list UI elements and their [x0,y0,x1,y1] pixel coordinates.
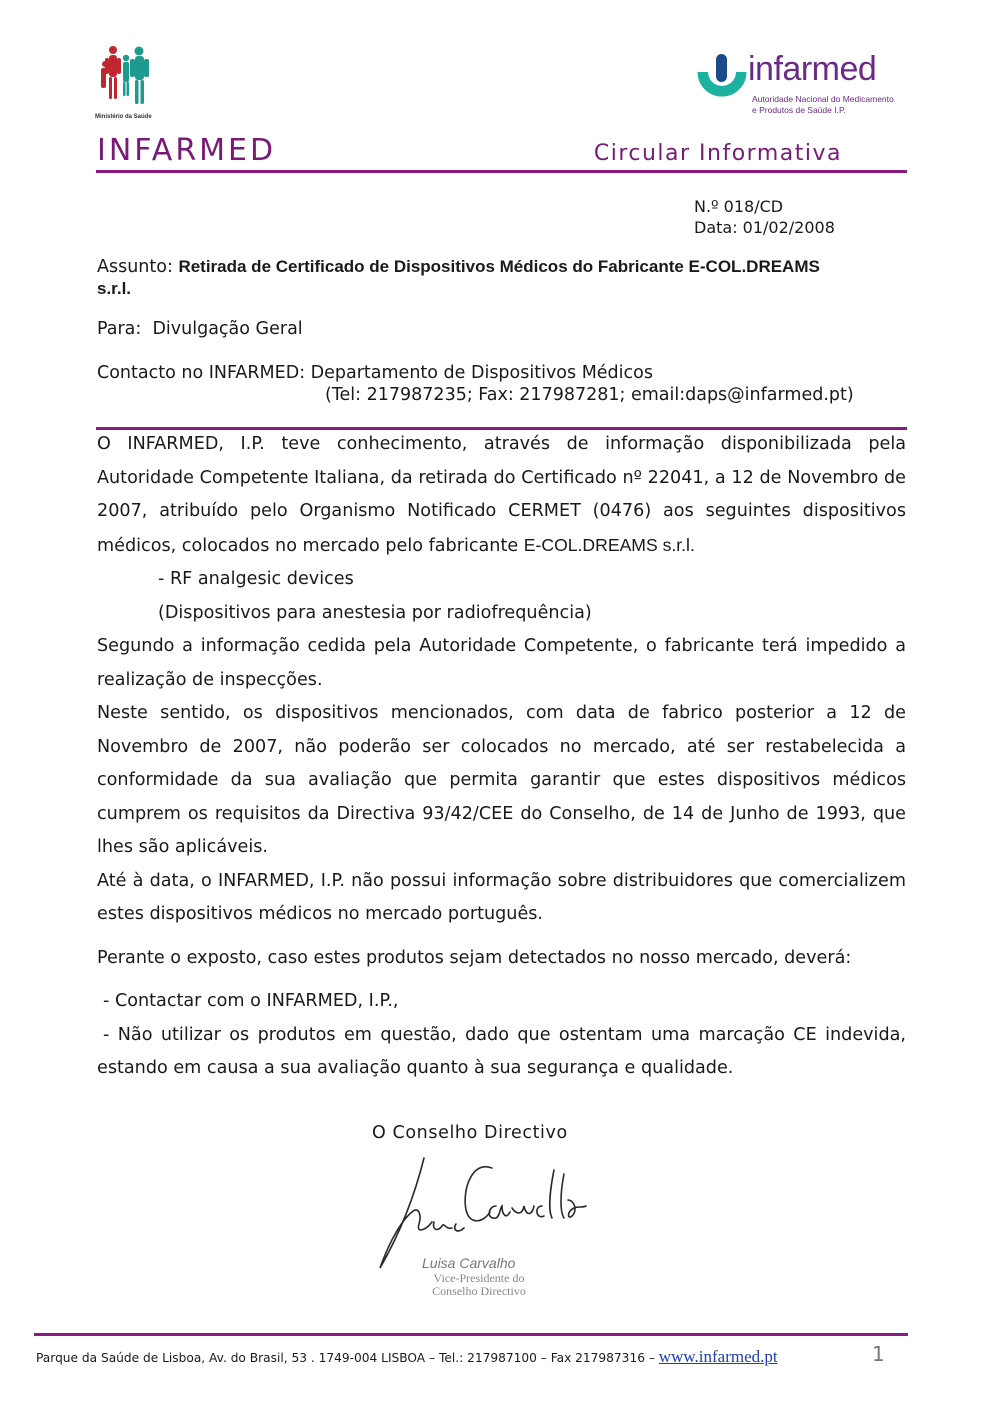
infarmed-logo-icon [696,52,748,102]
document-type: Circular Informativa [593,141,842,166]
paragraph-4: Até à data, o INFARMED, I.P. não possui informação sobre distribuidores que comercializem estes dispositivos médicos no mercado português. [97,870,906,924]
header-rule [96,170,907,173]
ministry-caption: Ministério da Saúde [95,114,152,120]
stamp-title-2: Conselho Directivo [432,1284,526,1298]
subject-text: Retirada de Certificado de Dispositivos Médicos do Fabricante E-COL.DREAMS [178,257,820,276]
signature-image [372,1150,592,1275]
paragraph-1: O INFARMED, I.P. teve conhecimento, através de informação disponibilizada pela Autoridade Competente Italiana, da retirada do Certificado nº 22041, a 12 de Novembro de 2007, atribuído pelo Organismo Notificado CERMET (0476) aos seguintes dispositivos médicos, colocados no mercado pelo fabricante E-COL.DREAMS s.r.l. [97,434,906,556]
paragraph-3: Neste sentido, os dispositivos mencionados, com data de fabrico posterior a 12 de Novembro de 2007, não poderão ser colocados no mercado, até ser restabelecida a conformidade da sua avaliação que permita garantir que estes dispositivos médicos cumprem os requisitos da Directiva 93/42/CEE do Conselho, de 14 de Junho de 1993, que lhes são aplicáveis. [97,703,906,857]
footer-rule [34,1333,908,1336]
device-item-translation: (Dispositivos para anestesia por radiofrequência) [158,602,592,623]
signature-stamp [414,1272,544,1298]
subject [97,256,907,300]
paragraph-2: Segundo a informação cedida pela Autoridade Competente, o fabricante terá impedido a realização de inspecções. [97,636,906,690]
recipient [97,318,303,340]
reference-block [694,196,835,238]
recipient-label: Para: [97,319,142,339]
ministry-logo [95,44,165,124]
action-2: - Não utilizar os produtos em questão, dado que ostentam uma marcação CE indevida, estando em causa a sua avaliação quanto à sua segurança e qualidade. [97,1024,906,1078]
stamp-title-1: Vice-Presidente do [433,1271,525,1285]
brand-title: INFARMED [97,133,277,168]
ministry-emblem-icon [95,44,165,110]
logo-tagline-1: Autoridade Nacional do Medicamento [752,94,894,104]
subject-label: Assunto: [97,257,173,277]
device-item: - RF analgesic devices [158,569,354,589]
closing: O Conselho Directivo [372,1123,568,1143]
contact-line-1: Contacto no INFARMED: Departamento de Dispositivos Médicos [97,363,653,383]
body-text [97,428,906,1086]
website-link[interactable]: www.infarmed.pt [658,1347,778,1366]
footer [36,1347,778,1367]
recipient-value: Divulgação Geral [152,319,303,339]
circular-number: N.º 018/CD [694,197,784,216]
signature-stamp-name: Luisa Carvalho [422,1255,516,1271]
circular-date: Data: 01/02/2008 [694,218,835,237]
logo-tagline-2: e Produtos de Saúde I.P. [752,105,846,115]
footer-address: Parque da Saúde de Lisboa, Av. do Brasil, 53 . 1749-004 LISBOA – Tel.: 217987100 – Fax 217987316 – [36,1351,655,1365]
contact-line-2: (Tel: 217987235; Fax: 217987281; email:daps@infarmed.pt) [325,385,854,405]
infarmed-logo [696,52,906,122]
paragraph-5: Perante o exposto, caso estes produtos sejam detectados no nosso mercado, deverá: [97,947,852,968]
manufacturer-name: E-COL.DREAMS s.r.l. [523,534,695,555]
subject-text-cont: s.r.l. [97,279,132,298]
action-1: - Contactar com o INFARMED, I.P., [103,991,399,1011]
logo-wordmark: infarmed [748,50,877,88]
page-number: 1 [872,1342,885,1366]
